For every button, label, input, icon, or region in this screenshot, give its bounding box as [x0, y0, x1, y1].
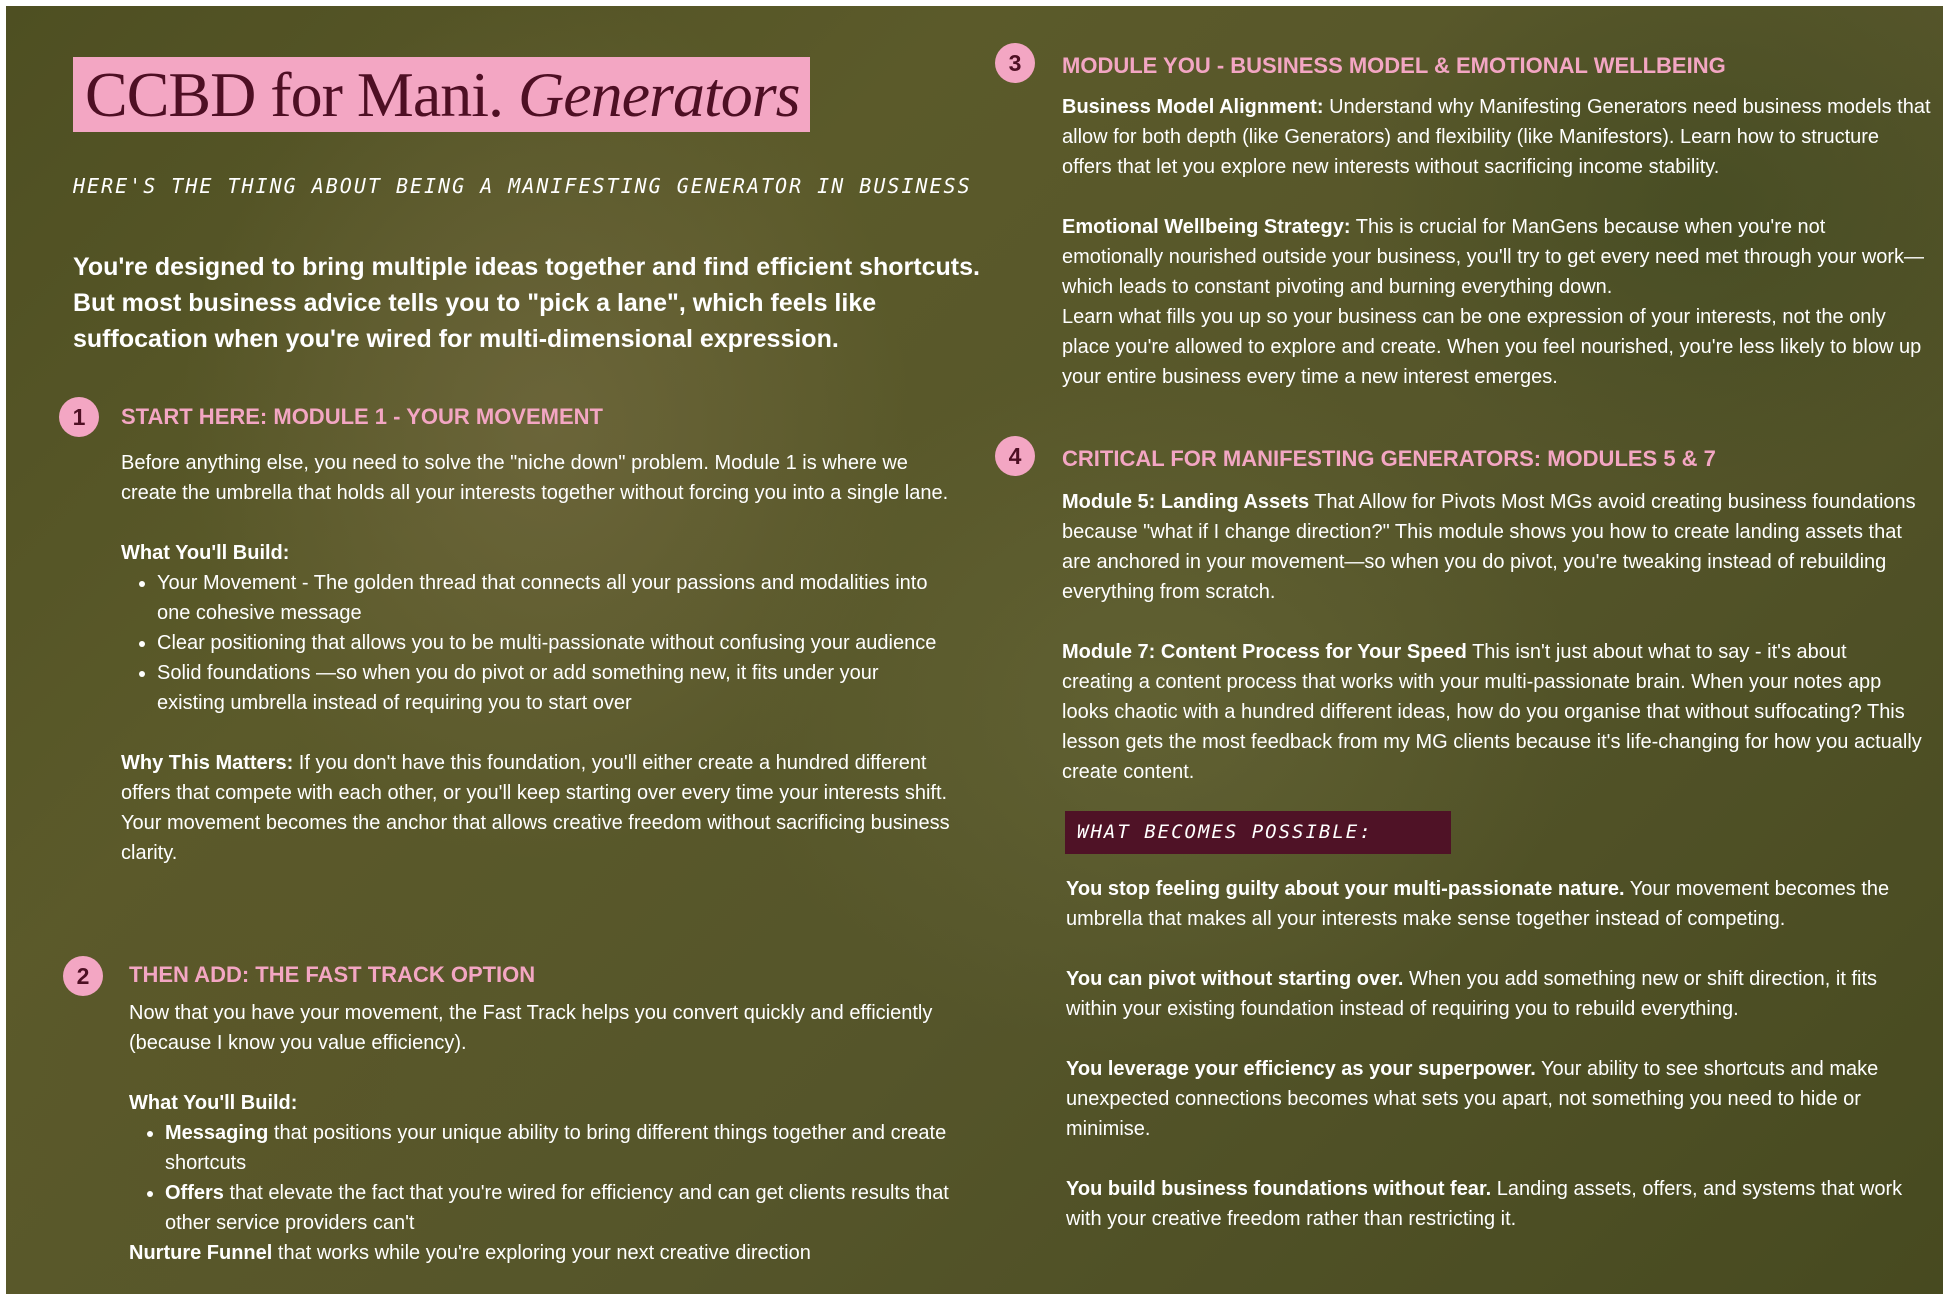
section-4-module-7	[1062, 637, 1922, 787]
business-model-text: Understand why Manifesting Generators need business models that allow for both depth (like Generators) and flexibility (like Manifestors). Learn how to structure offers that let you explore new interests without sacrificing income stability.	[1062, 96, 1931, 178]
section-2-intro: Now that you have your movement, the Fast Track helps you convert quickly and efficiently (because I know you value efficiency).	[129, 1002, 933, 1054]
possible-text: When you add something new or shift direction, it fits within your existing foundation instead of requiring you to rebuild everything.	[1066, 968, 1878, 1020]
section-1-body	[121, 448, 951, 868]
section-2-build-label: What You'll Build:	[129, 1092, 298, 1114]
nurture-text: that works while you're exploring your next creative direction	[272, 1242, 811, 1264]
possible-label: WHAT BECOMES POSSIBLE:	[1077, 821, 1373, 843]
section-2-body	[129, 998, 979, 1268]
possible-text: Your ability to see shortcuts and make unexpected connections becomes what sets you apart, not something you need to hide or minimise.	[1066, 1058, 1879, 1140]
list-item	[1066, 964, 1926, 1024]
module-5-label: Module 5: Landing Assets	[1062, 491, 1310, 513]
title-main: CCBD for Mani.	[85, 59, 503, 130]
section-1-why-text: If you don't have this foundation, you'll either create a hundred different offers that compete with each other, or you'll keep starting over every time your interests shift. Your movement becomes the anchor that allows creative freedom without sacrificing business clarity.	[121, 752, 950, 864]
section-3-body	[1062, 92, 1932, 392]
possible-banner	[1065, 811, 1451, 854]
list-item: • Solid foundations —so when you do pivot or add something new, it fits under your existing umbrella instead of requiring you to start over	[157, 658, 951, 718]
module-7-text: This isn't just about what to say - it's about creating a content process that works with your multi-passionate brain. When your notes app looks chaotic with a hundred different ideas, how do you organise that without suffocating? This lesson gets the most feedback from my MG clients because it's life-changing for how you actually create content.	[1062, 641, 1922, 783]
possible-bold: You can pivot without starting over.	[1066, 968, 1404, 990]
possible-list	[1066, 874, 1926, 1234]
section-3-number-badge: 3	[995, 43, 1035, 83]
section-4-module-5	[1062, 487, 1922, 607]
page-title	[73, 57, 810, 132]
section-2-heading: THEN ADD: THE FAST TRACK OPTION	[129, 962, 536, 987]
possible-text: Landing assets, offers, and systems that work with your creative freedom rather than restricting it.	[1066, 1178, 1903, 1230]
title-banner	[73, 57, 810, 132]
list-item	[1066, 1174, 1926, 1234]
section-4-body	[1062, 487, 1922, 787]
module-7-label: Module 7: Content Process for Your Speed	[1062, 641, 1467, 663]
possible-text: Your movement becomes the umbrella that makes all your interests make sense together instead of competing.	[1066, 878, 1890, 930]
section-1-intro: Before anything else, you need to solve the "niche down" problem. Module 1 is where we create the umbrella that holds all your interests together without forcing you into a single lane.	[121, 452, 949, 504]
list-item: • Clear positioning that allows you to be multi-passionate without confusing your audience	[157, 628, 951, 658]
module-5-text: That Allow for Pivots Most MGs avoid creating business foundations because "what if I change direction?" This module shows you how to create landing assets that are anchored in your movement—so when you do pivot, you're tweaking instead of rebuilding everything from scratch.	[1062, 491, 1916, 603]
section-1-why-label: Why This Matters:	[121, 752, 294, 774]
section-4-number-badge: 4	[995, 436, 1035, 476]
nurture-bold: Nurture Funnel	[129, 1242, 273, 1264]
list-item	[165, 1178, 979, 1238]
section-1-number-badge: 1	[59, 397, 99, 437]
possible-bold: You leverage your efficiency as your superpower.	[1066, 1058, 1536, 1080]
section-1-bullet-list	[121, 568, 951, 718]
bullet-text: that positions your unique ability to bring different things together and create shortcuts	[165, 1122, 947, 1174]
section-1-build-label: What You'll Build:	[121, 542, 290, 564]
bullet-bold: Messaging	[165, 1122, 269, 1144]
list-item	[165, 1118, 979, 1178]
emotional-wellbeing-text: This is crucial for ManGens because when you're not emotionally nourished outside your business, you'll try to get every need met through your work—which leads to constant pivoting and burning everything down.	[1062, 216, 1925, 298]
section-1-heading: START HERE: MODULE 1 - YOUR MOVEMENT	[121, 404, 603, 429]
section-2-bullet-list	[129, 1118, 979, 1238]
page-subtitle: HERE'S THE THING ABOUT BEING A MANIFESTING GENERATOR IN BUSINESS	[73, 174, 972, 198]
section-3-learn-paragraph: Learn what fills you up so your business can be one expression of your interests, not the only place you're allowed to explore and create. When you feel nourished, you're less likely to blow up your entire business every time a new interest emerges.	[1062, 306, 1922, 388]
bullet-text: that elevate the fact that you're wired for efficiency and can get clients results that other service providers can't	[165, 1182, 949, 1234]
list-item	[1066, 1054, 1926, 1144]
section-3-heading: MODULE YOU - BUSINESS MODEL & EMOTIONAL WELLBEING	[1062, 53, 1726, 78]
title-italic: Generators	[518, 59, 800, 130]
business-model-label: Business Model Alignment:	[1062, 96, 1324, 118]
emotional-wellbeing-label: Emotional Wellbeing Strategy:	[1062, 216, 1351, 238]
bullet-bold: Offers	[165, 1182, 224, 1204]
section-4-heading: CRITICAL FOR MANIFESTING GENERATORS: MODULES 5 & 7	[1062, 446, 1716, 471]
section-1-why-paragraph	[121, 748, 951, 868]
possible-bold: You build business foundations without fear.	[1066, 1178, 1492, 1200]
list-item: • Your Movement - The golden thread that connects all your passions and modalities into one cohesive message	[157, 568, 951, 628]
section-2-number-badge: 2	[63, 956, 103, 996]
possible-bold: You stop feeling guilty about your multi-passionate nature.	[1066, 878, 1625, 900]
section-3-emotional-wellbeing	[1062, 212, 1932, 302]
list-item	[1066, 874, 1926, 934]
section-2-nurture-line	[129, 1238, 979, 1268]
document-page	[6, 6, 1943, 1294]
section-3-business-model	[1062, 92, 1932, 182]
lead-paragraph: You're designed to bring multiple ideas together and find efficient shortcuts. But most business advice tells you to "pick a lane", which feels like suffocation when you're wired for multi-dimensional expression.	[73, 253, 980, 353]
